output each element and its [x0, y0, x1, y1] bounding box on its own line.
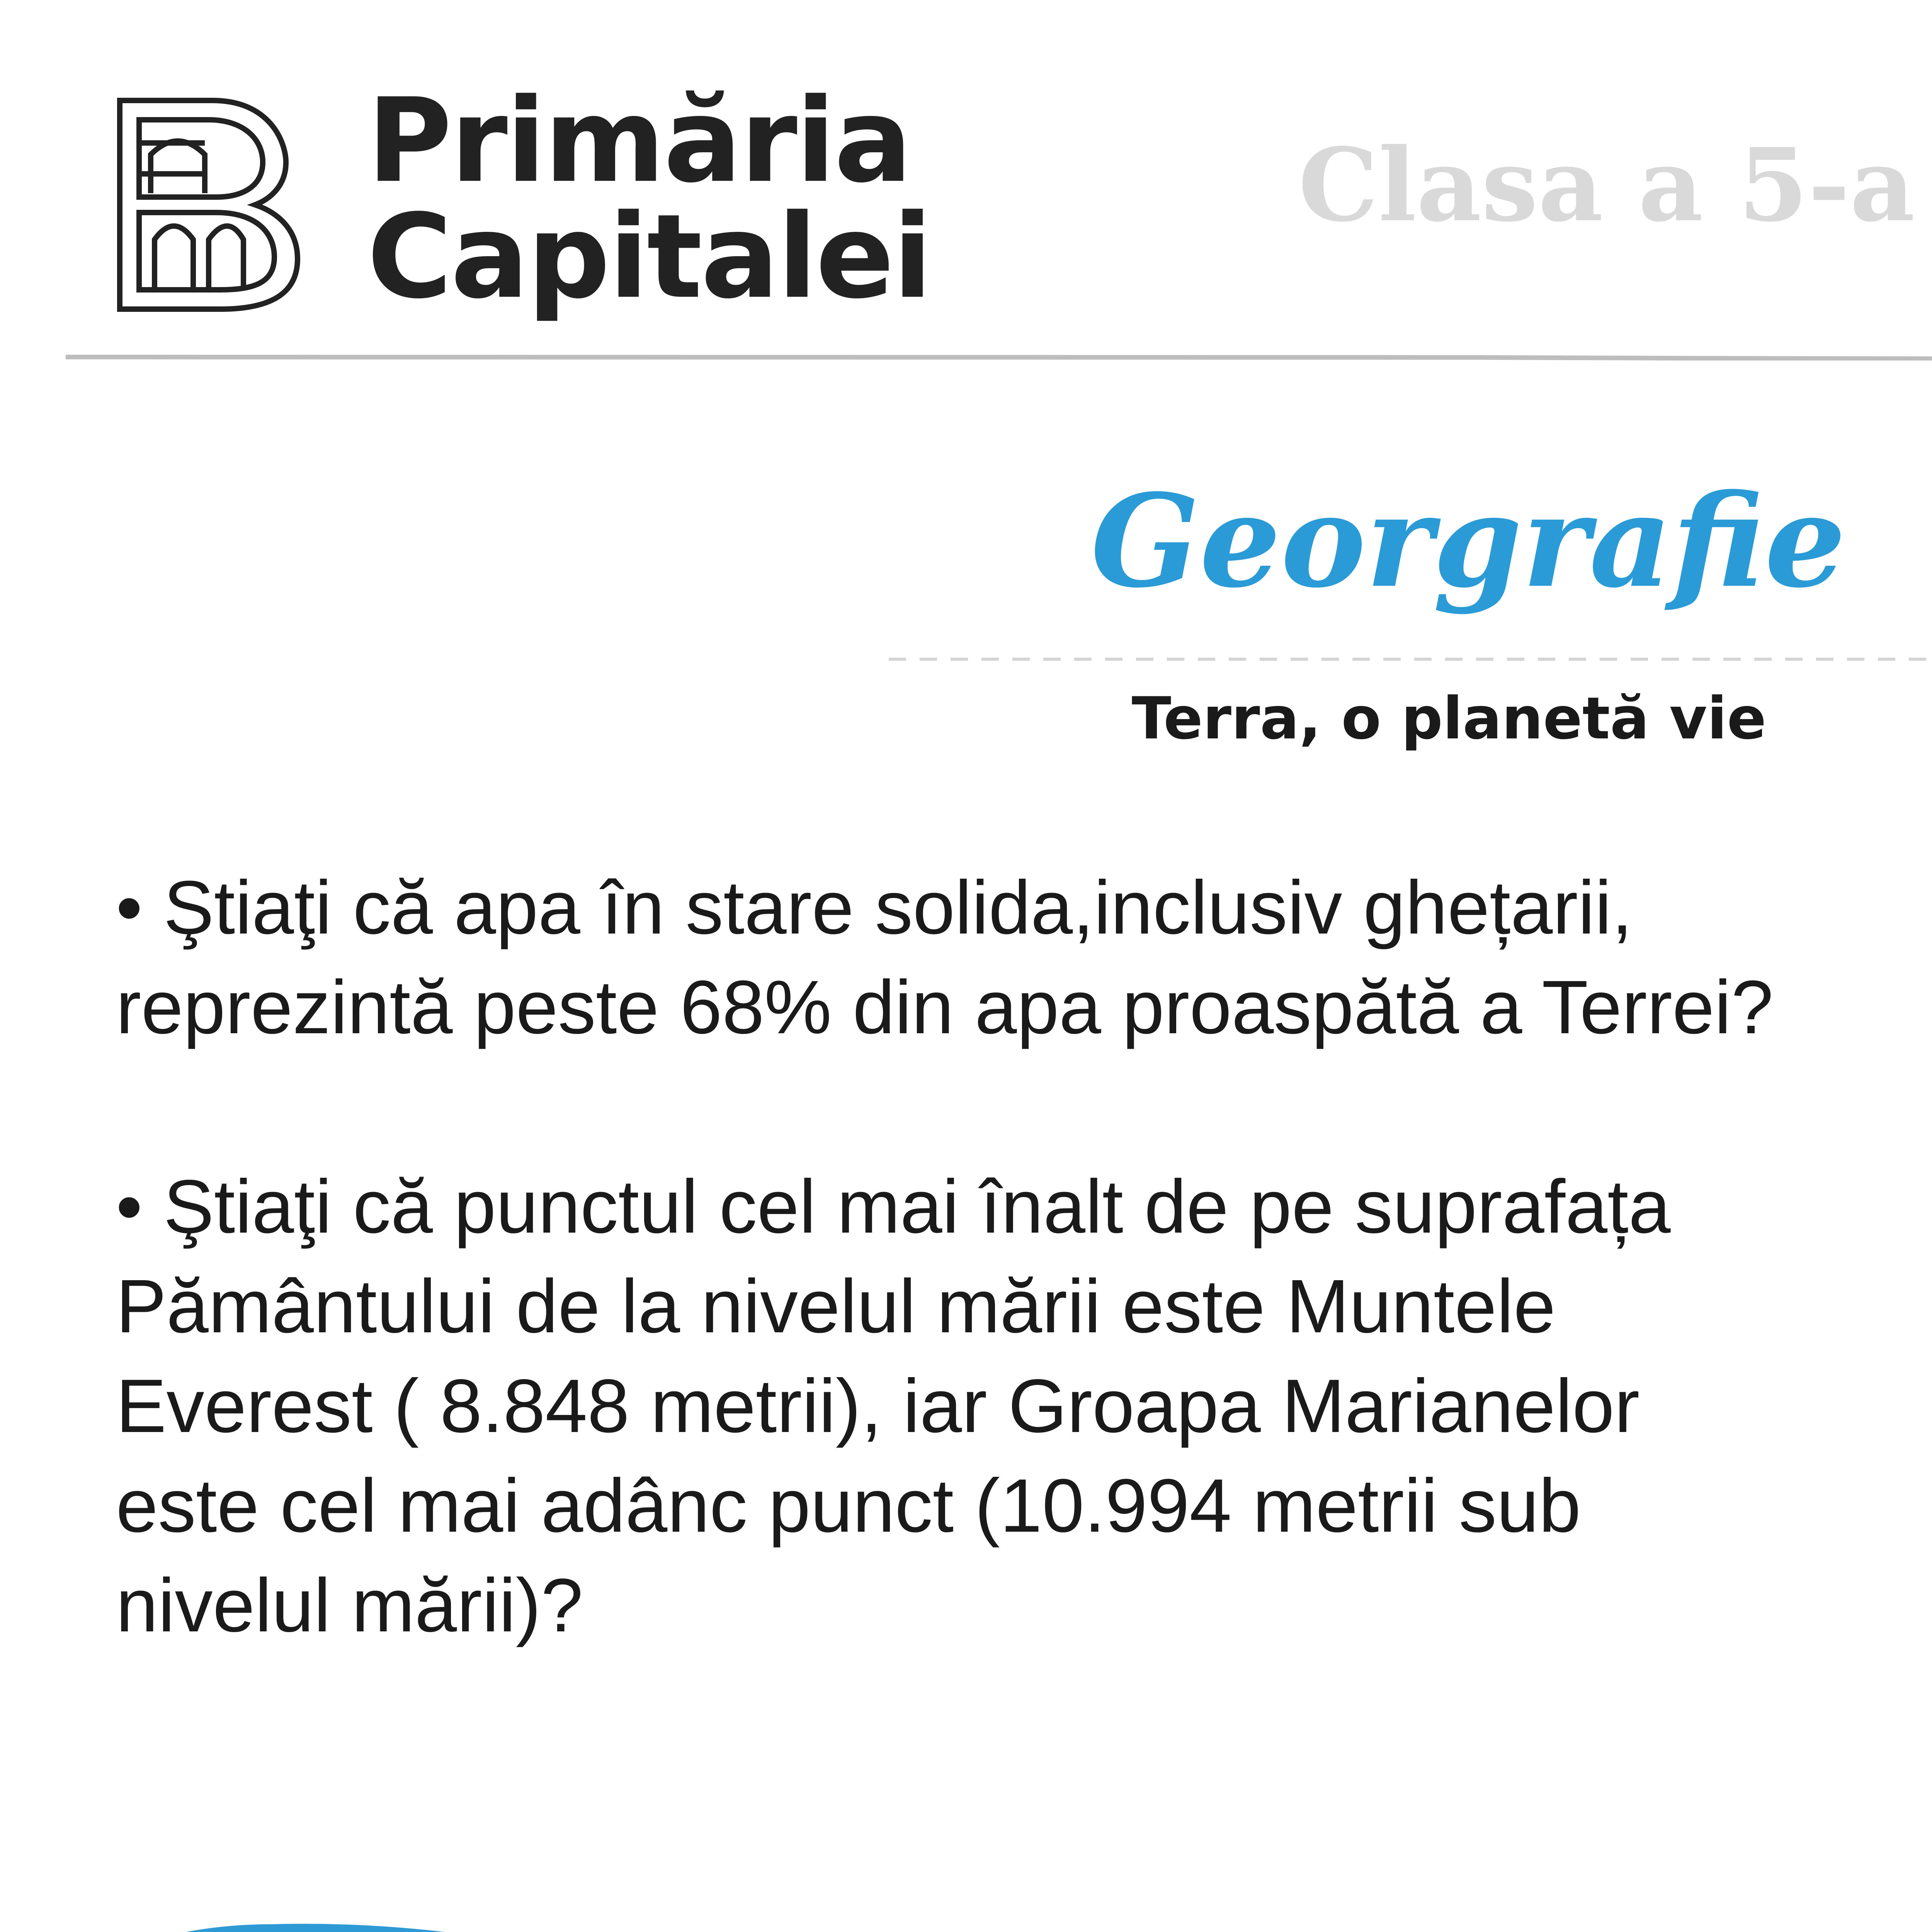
org-name-line2: Capitalei — [367, 189, 931, 324]
header-divider — [66, 354, 1932, 361]
fact-item: • Ştiaţi că apa în stare solida,inclusiv ghețarii, reprezintă peste 68% din apa proaspătă a Terrei? — [116, 865, 1774, 1049]
primaria-capitalei-logo — [116, 97, 301, 313]
title-divider — [889, 657, 1932, 662]
grade-label: Clasa a 5-a — [1298, 126, 1915, 244]
fact-item: • Ştiaţi că punctul cel mai înalt de pe suprafața Pământului de la nivelul mării este Muntele Everest ( 8.848 metrii), iar Groapa Marianelor este cel mai adânc punct (10.994 metrii sub nivelul mării)? — [116, 1164, 1671, 1648]
org-name-line1: Primăria — [367, 73, 911, 208]
topic-subtitle: Terra, o planetă vie — [1131, 685, 1767, 752]
facts-list — [116, 858, 1797, 1755]
org-name — [367, 73, 931, 324]
subject-title: Georgrafie — [1090, 466, 1846, 616]
footer-wave — [0, 1893, 1932, 1932]
